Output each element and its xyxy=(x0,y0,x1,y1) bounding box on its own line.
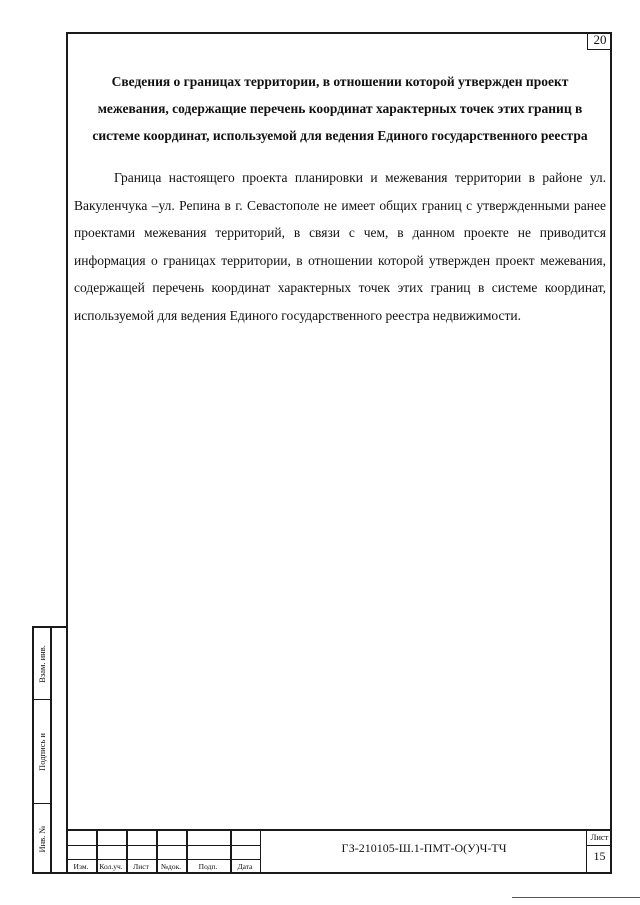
label-inv-no: Инв. № xyxy=(37,825,47,853)
label-vzam-inv: Взам. инв. xyxy=(37,645,47,683)
col-izm: Изм. xyxy=(73,862,89,871)
label-podpis: Подпись и xyxy=(37,733,47,771)
scan-edge-line xyxy=(512,897,640,898)
col-data: Дата xyxy=(237,862,253,871)
page-number: 20 xyxy=(587,32,612,50)
margin-cell-inv xyxy=(34,804,50,874)
margin-stamp xyxy=(32,626,68,874)
col-kol-uch: Кол.уч. xyxy=(99,862,123,871)
page-frame xyxy=(66,32,612,874)
body-paragraph: Граница настоящего проекта планировки и межевания территории в районе ул. Вакуленчука –ул. Репина в г. Севастополе не имеет общих границ с утвержденными ранее проектами межевания территорий, в связи с чем, в данном проекте не приводится информация о границах территории, в отношении которой утвержден проект межевания, содержащей перечень координат характерных точек этих границ в системе координат, используемой для ведения Единого государственного реестра недвижимости. xyxy=(74,170,606,323)
col-list: Лист xyxy=(133,862,149,871)
title-block xyxy=(66,829,612,874)
sheet-box xyxy=(586,831,612,874)
sheet-label: Лист xyxy=(587,831,612,846)
revision-grid xyxy=(66,831,261,874)
document-code: ГЗ-210105-Ш.1-ПМТ-О(У)Ч-ТЧ xyxy=(341,841,507,855)
col-ndok: №док. xyxy=(160,862,182,871)
margin-cell-podpis xyxy=(34,700,50,804)
col-podp: Подп. xyxy=(198,862,218,871)
section-title: Сведения о границах территории, в отношении которой утвержден проект межевания, содержащие перечень координат характерных точек этих границ в системе координат, используемой для ведения Единого государственного реестра xyxy=(92,74,588,143)
margin-stamp-divider xyxy=(50,628,52,872)
margin-cell-vzam xyxy=(34,628,50,700)
sheet-number: 15 xyxy=(593,849,606,863)
